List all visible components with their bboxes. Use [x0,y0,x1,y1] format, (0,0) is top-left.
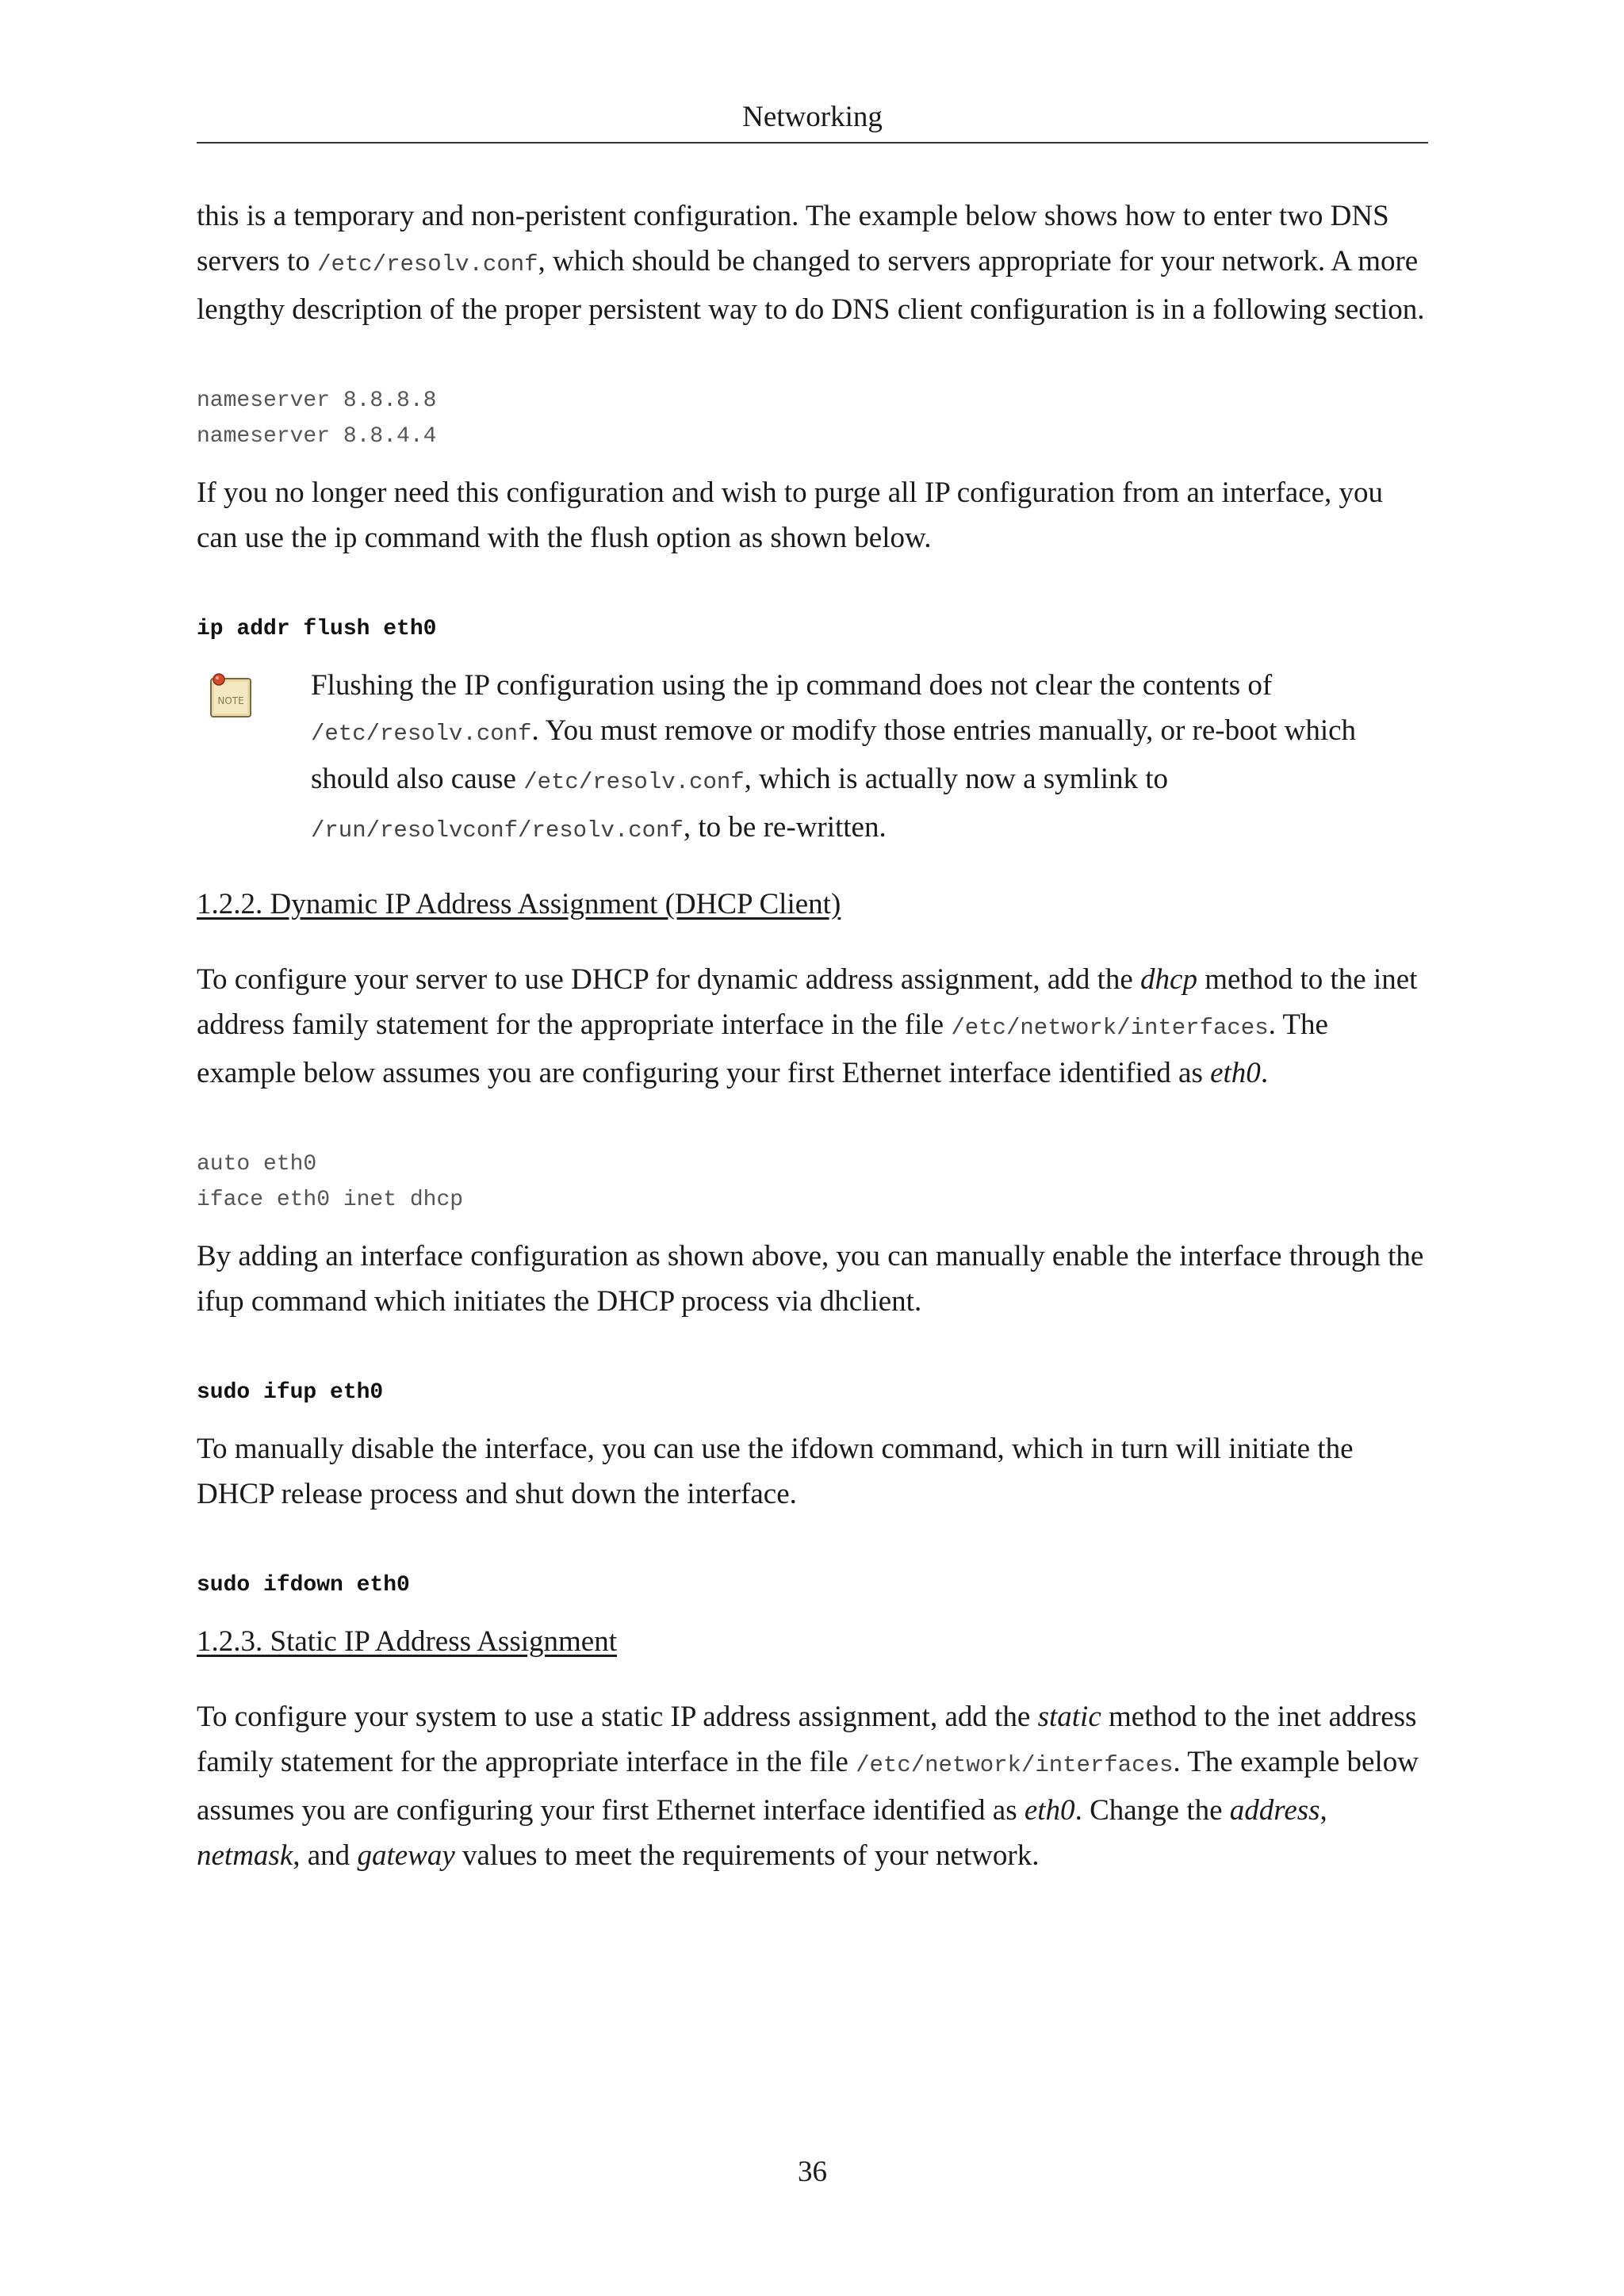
text: method to the inet address family statement for the appropriate interface in the file [197,963,1418,1041]
emphasis: eth0 [1024,1794,1075,1827]
note-icon [197,663,311,725]
paragraph-flush-intro: If you no longer need this configuration and wish to purge all IP configuration from an interface, you can use the ip command with the flush option as shown below. [197,476,1384,554]
inline-code: /etc/resolv.conf [311,721,532,747]
page-number: 36 [798,2156,827,2188]
text: . The example below assumes you are configuring your first Ethernet interface identified as [197,1746,1419,1827]
emphasis: eth0 [1210,1057,1261,1089]
text: . [1260,1057,1269,1089]
emphasis: gateway [357,1839,455,1872]
emphasis: dhcp [1140,963,1197,996]
text: , which should be changed to servers appropriate for your network. A more lengthy description of the proper persistent way to do DNS client configuration is in a following section. [197,245,1425,326]
running-header: Networking [742,101,883,133]
code-block-flush: ip addr flush eth0 [197,617,437,641]
text: method to the inet address family statement for the appropriate interface in the file [197,1701,1417,1778]
paragraph-ifup: By adding an interface configuration as shown above, you can manually enable the interface through the ifup command which initiates the DHCP process via dhclient. [197,1240,1424,1318]
note-text [311,663,1428,853]
emphasis: netmask [197,1839,293,1872]
text: Flushing the IP configuration using the ip command does not clear the contents of [311,669,1273,702]
code-block-dhcp-config: auto eth0 iface eth0 inet dhcp [197,1152,464,1212]
emphasis: address [1229,1794,1320,1827]
inline-code: /run/resolvconf/resolv.conf [311,817,684,844]
page-content [197,193,1428,1878]
code-block-nameservers: nameserver 8.8.8.8 nameserver 8.8.4.4 [197,388,437,449]
code-block-ifdown: sudo ifdown eth0 [197,1573,410,1598]
header-rule [197,142,1428,144]
note-admonition [197,663,1428,853]
text: To configure your system to use a static IP address assignment, add the [197,1701,1038,1733]
paragraph-ifdown: To manually disable the interface, you can use the ifdown command, which in turn will initiate the DHCP release process and shut down the interface. [197,1433,1354,1510]
paragraph-static-intro [197,1694,1428,1878]
text: . Change the [1074,1794,1230,1827]
text: . The example below assumes you are configuring your first Ethernet interface identified as [197,1008,1328,1089]
text: , [1320,1794,1327,1827]
emphasis: static [1037,1701,1101,1733]
text: , and [293,1839,358,1872]
svg-text:NOTE: NOTE [217,695,244,706]
text: this is a temporary and non-peristent configuration. The example below shows how to enter two DNS servers to [197,200,1389,277]
code-block-ifup: sudo ifup eth0 [197,1380,384,1405]
inline-code: /etc/resolv.conf [317,251,538,277]
inline-code: /etc/resolv.conf [523,769,745,795]
text: . You must remove or modify those entries manually, or re-boot which should also cause [311,714,1357,795]
text: values to meet the requirements of your network. [454,1839,1040,1872]
text: To configure your server to use DHCP for dynamic address assignment, add the [197,963,1141,996]
paragraph-dns-intro [197,193,1428,332]
inline-code: /etc/network/interfaces [951,1015,1269,1041]
text: , which is actually now a symlink to [744,763,1169,795]
text: , to be re-written. [683,811,887,844]
inline-code: /etc/network/interfaces [856,1752,1174,1778]
paragraph-dhcp-intro [197,957,1428,1096]
section-heading-dhcp: 1.2.2. Dynamic IP Address Assignment (DHCP Client) [197,888,841,920]
section-heading-static: 1.2.3. Static IP Address Assignment [197,1625,617,1658]
